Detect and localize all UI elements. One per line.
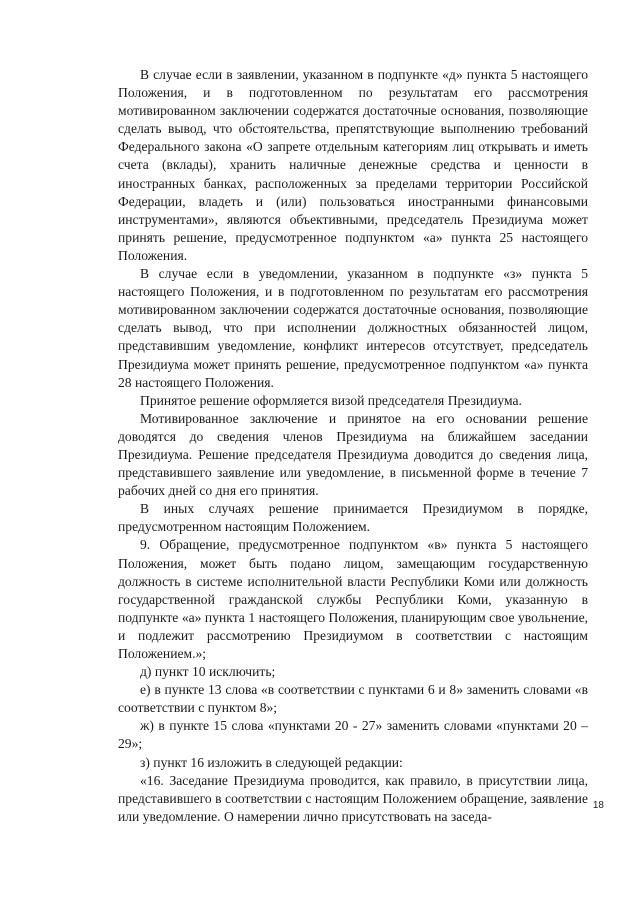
paragraph-sub-e: е) в пункте 13 слова «в соответствии с пунктами 6 и 8» заменить словами «в соответствии с пунктом 8»; (118, 682, 588, 716)
paragraph-sub-zh: ж) в пункте 15 слова «пунктами 20 - 27» заменить словами «пунктами 20 – 29»; (118, 718, 588, 752)
paragraph-other-cases: В иных случаях решение принимается Президиумом в порядке, предусмотренном настоящим Положением. (118, 501, 588, 535)
paragraph-sub-d: д) пункт 10 исключить; (140, 664, 276, 680)
paragraph-decision-visa: Принятое решение оформляется визой председателя Президиума. (140, 392, 522, 408)
document-body (118, 66, 588, 826)
paragraph-item-9: 9. Обращение, предусмотренное подпунктом «в» пункта 5 настоящего Положения, может быть подано лицом, замещающим государственную должность в системе исполнительной власти Республики Коми или должность государственной гражданской службы Республики Коми, указанную в подпункте «а» пункта 1 настоящего Положения, планирующим свое увольнение, и подлежит рассмотрению Президиумом в соответствии с настоящим Положением.»; (118, 537, 588, 661)
paragraph-sub-z: з) пункт 16 изложить в следующей редакции: (140, 754, 403, 770)
paragraph-reasoned-conclusion: Мотивированное заключение и принятое на его основании решение доводятся до сведения членов Президиума на ближайшем заседании Президиума. Решение председателя Президиума доводится до сведения лица, представившего заявление или уведомление, в письменной форме в течение 7 рабочих дней со дня его принятия. (118, 410, 588, 499)
paragraph-notification-case: В случае если в уведомлении, указанном в подпункте «з» пункта 5 настоящего Положения, и в подготовленном по результатам его рассмотрения мотивированном заключении содержатся достаточные основания, позволяющие сделать вывод, что при исполнении должностных обязанностей лицом, представившим уведомление, конфликт интересов отсутствует, председатель Президиума может принять решение, предусмотренное подпунктом «а» пункта 28 настоящего Положения. (118, 266, 588, 390)
paragraph-declaration-case: В случае если в заявлении, указанном в подпункте «д» пункта 5 настоящего Положения, и в подготовленном по результатам его рассмотрения мотивированном заключении содержатся достаточные основания, позволяющие сделать вывод, что обстоятельства, препятствующие выполнению требований Федерального закона «О запрете отдельным категориям лиц открывать и иметь счета (вклады), хранить наличные денежные средства и ценности в иностранных банках, расположенных за пределами территории Российской Федерации, владеть и (или) пользоваться иностранными финансовыми инструментами», являются объективными, председатель Президиума может принять решение, предусмотренное подпунктом «а» пункта 25 настоящего Положения. (118, 67, 588, 263)
paragraph-item-16: «16. Заседание Президиума проводится, как правило, в присутствии лица, представившего в соответствии с настоящим Положением обращение, заявление или уведомление. О намерении лично присутствовать на заседа- (118, 772, 588, 824)
page-number: 18 (592, 800, 604, 811)
